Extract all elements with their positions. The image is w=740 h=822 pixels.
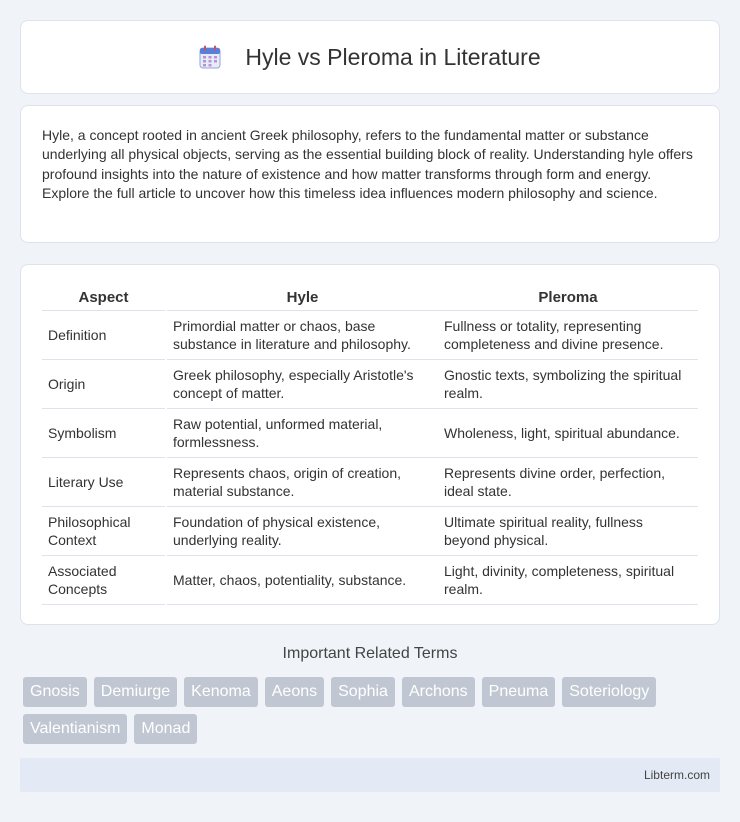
table-row — [42, 506, 698, 555]
cell-aspect: Symbolism — [42, 408, 166, 457]
footer — [20, 758, 720, 792]
cell-aspect: Literary Use — [42, 457, 166, 506]
related-term-tag[interactable]: Demiurge — [94, 677, 177, 707]
table-row — [42, 359, 698, 408]
cell-pleroma: Light, divinity, completeness, spiritual realm. — [438, 555, 698, 604]
cell-aspect: Definition — [42, 310, 166, 359]
calendar-icon — [199, 45, 221, 69]
cell-aspect: Origin — [42, 359, 166, 408]
table-header-row — [42, 285, 698, 310]
related-terms-title: Important Related Terms — [282, 645, 458, 662]
cell-hyle: Foundation of physical existence, underlying reality. — [166, 506, 438, 555]
intro-card — [20, 105, 720, 243]
cell-hyle: Greek philosophy, especially Aristotle's concept of matter. — [166, 359, 438, 408]
related-term-tag[interactable]: Valentianism — [23, 714, 127, 744]
cell-aspect: Philosophical Context — [42, 506, 166, 555]
footer-site-link[interactable]: Libterm.com — [643, 768, 710, 782]
table-row — [42, 457, 698, 506]
related-term-tag[interactable]: Pneuma — [482, 677, 556, 707]
title-card — [20, 20, 720, 94]
cell-aspect: Associated Concepts — [42, 555, 166, 604]
header-pleroma: Pleroma — [438, 285, 698, 310]
intro-text: Hyle, a concept rooted in ancient Greek philosophy, refers to the fundamental matter or substance underlying all physical objects, serving as the essential building block of reality. Understanding hyle offers profound insights into the nature of existence and how matter transforms through form and energy. Explore the full article to uncover how this timeless idea influences modern philosophy and science. — [42, 127, 693, 202]
cell-hyle: Matter, chaos, potentiality, substance. — [166, 555, 438, 604]
table-row — [42, 408, 698, 457]
related-terms-list — [23, 677, 713, 751]
header-hyle: Hyle — [166, 285, 438, 310]
cell-pleroma: Fullness or totality, representing completeness and divine presence. — [438, 310, 698, 359]
cell-hyle: Raw potential, unformed material, formlessness. — [166, 408, 438, 457]
cell-pleroma: Gnostic texts, symbolizing the spiritual realm. — [438, 359, 698, 408]
cell-hyle: Primordial matter or chaos, base substance in literature and philosophy. — [166, 310, 438, 359]
related-term-tag[interactable]: Soteriology — [562, 677, 656, 707]
related-term-tag[interactable]: Monad — [134, 714, 197, 744]
related-term-tag[interactable]: Gnosis — [23, 677, 87, 707]
related-term-tag[interactable]: Sophia — [331, 677, 395, 707]
table-row — [42, 555, 698, 604]
comparison-table — [42, 285, 698, 605]
related-term-tag[interactable]: Kenoma — [184, 677, 258, 707]
table-row — [42, 310, 698, 359]
related-term-tag[interactable]: Archons — [402, 677, 475, 707]
page-title: Hyle vs Pleroma in Literature — [245, 43, 541, 70]
comparison-card — [20, 264, 720, 625]
cell-pleroma: Ultimate spiritual reality, fullness beyond physical. — [438, 506, 698, 555]
header-aspect: Aspect — [42, 285, 166, 310]
cell-hyle: Represents chaos, origin of creation, material substance. — [166, 457, 438, 506]
cell-pleroma: Wholeness, light, spiritual abundance. — [438, 408, 698, 457]
cell-pleroma: Represents divine order, perfection, ideal state. — [438, 457, 698, 506]
related-term-tag[interactable]: Aeons — [265, 677, 324, 707]
